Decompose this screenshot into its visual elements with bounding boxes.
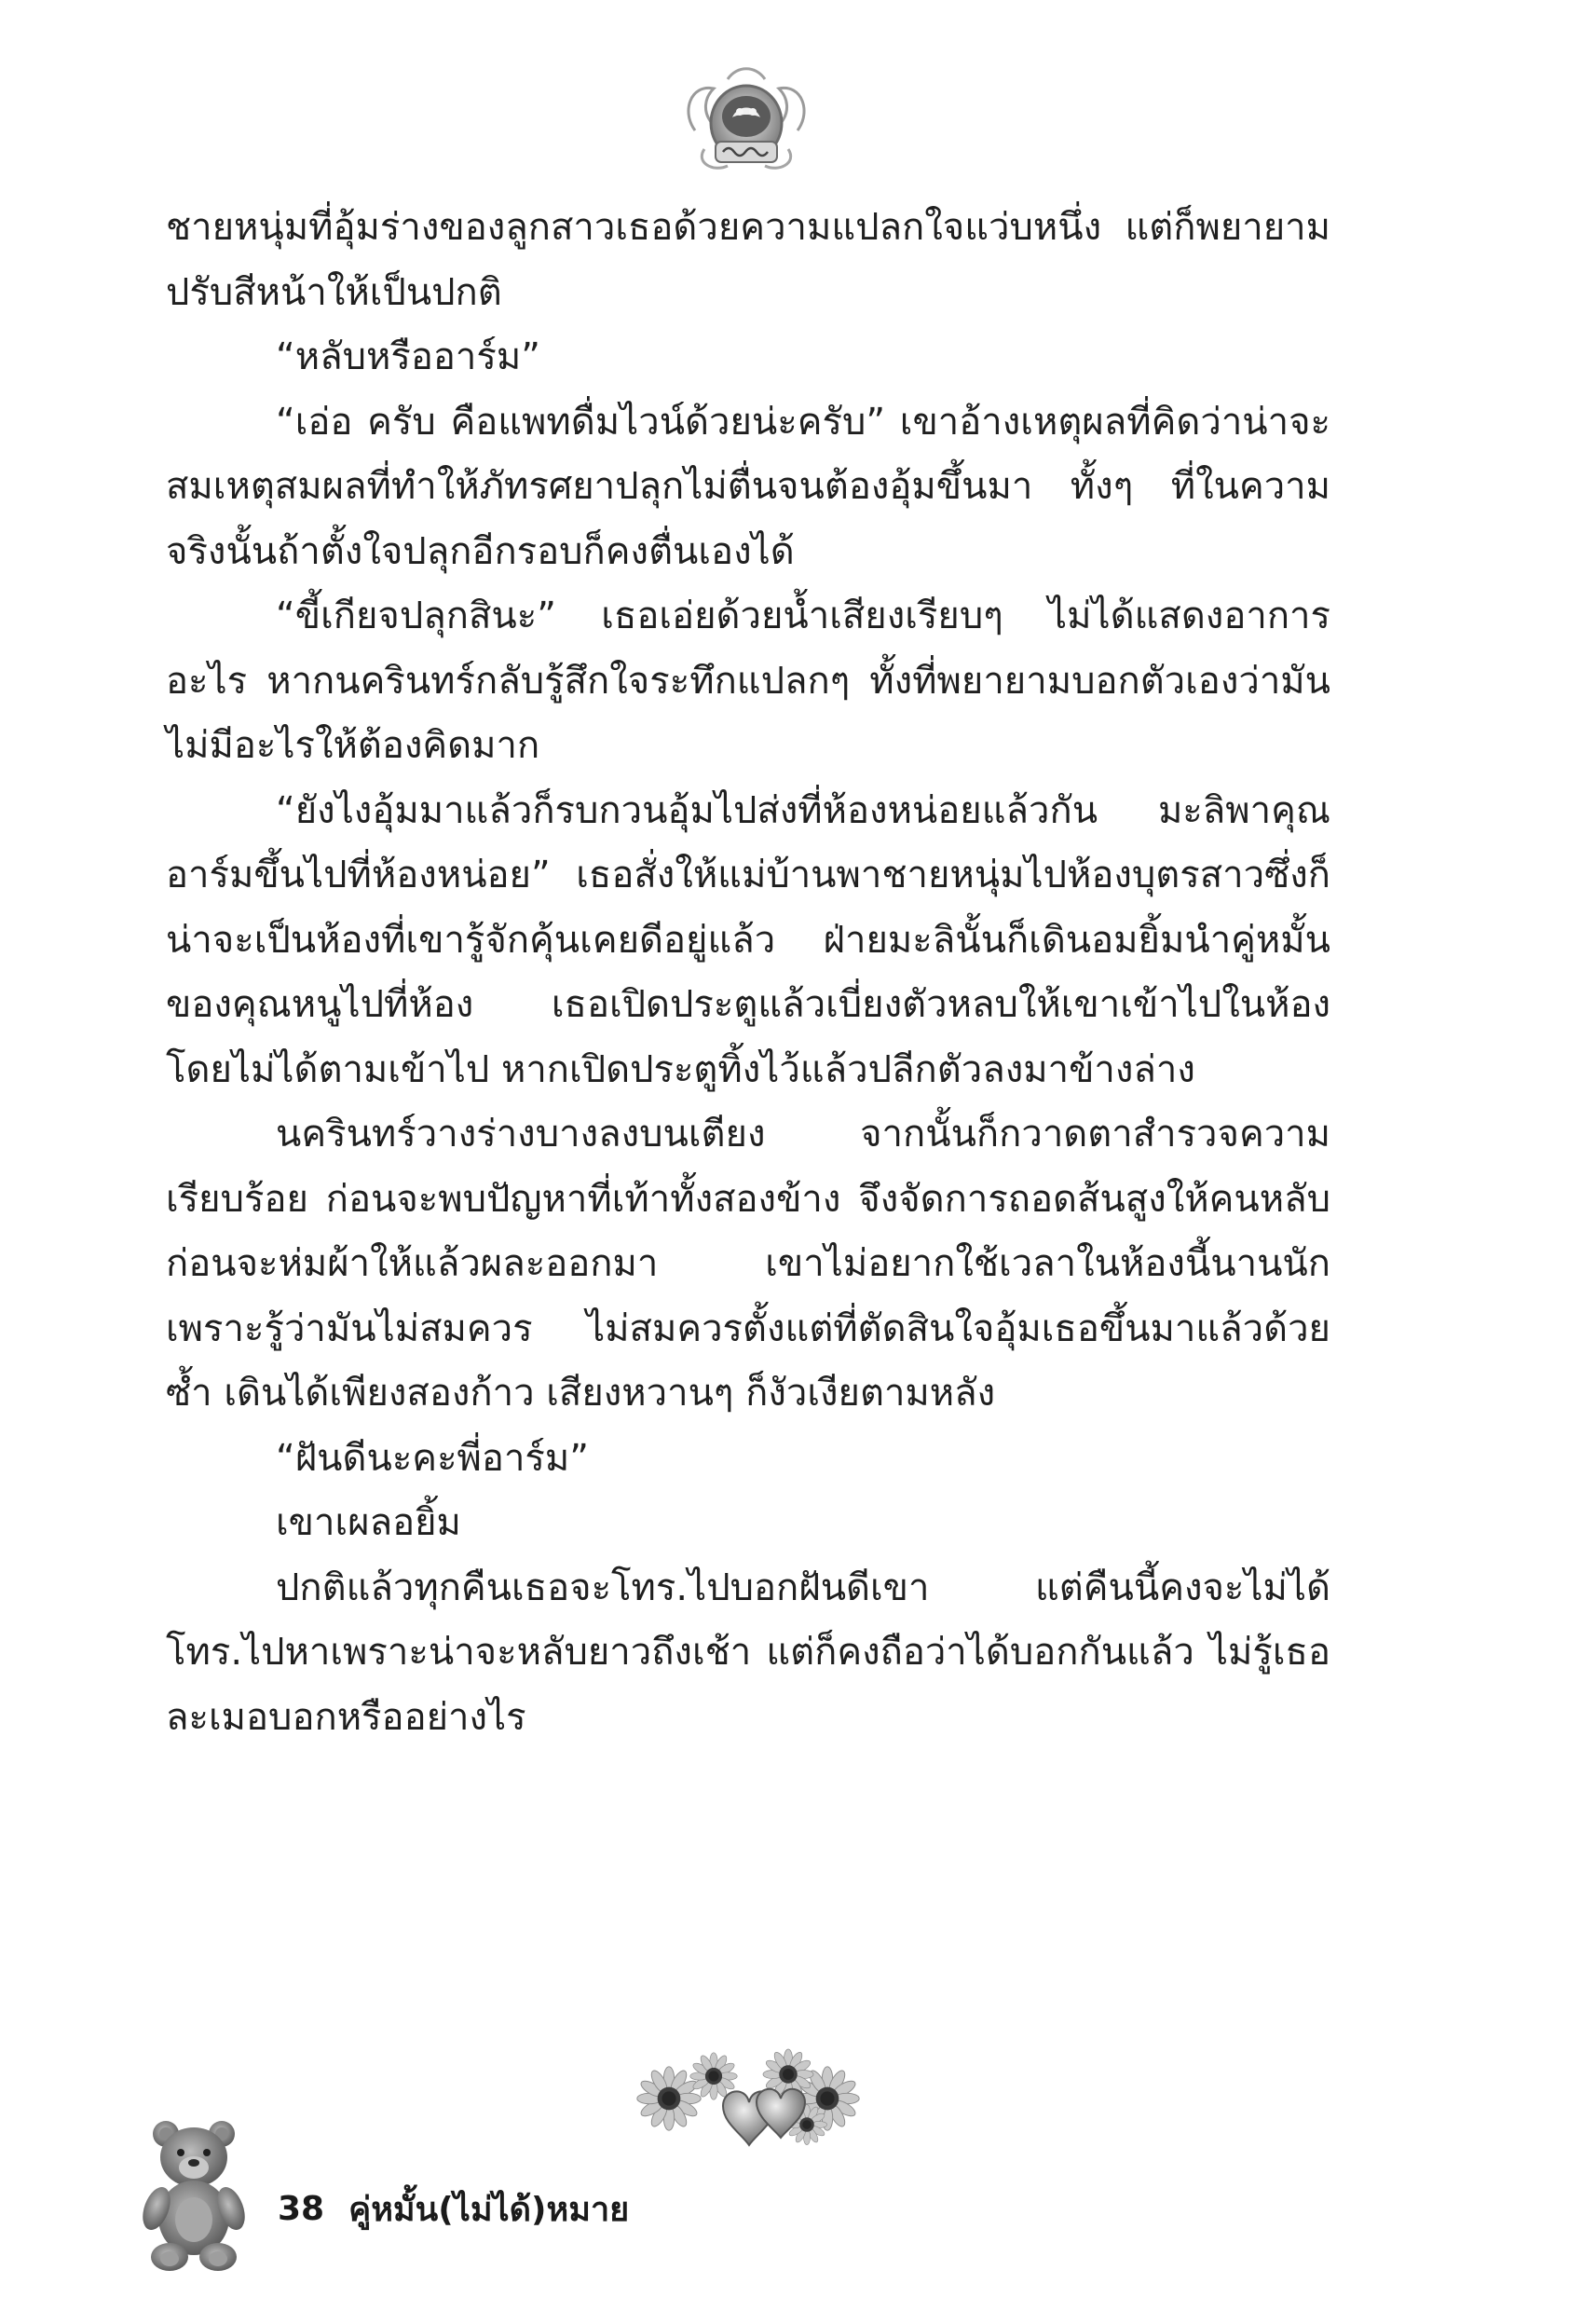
ornamental-logo-icon: [676, 56, 816, 186]
paragraph: “ขี้เกียจปลุกสินะ” เธอเอ่ยด้วยน้ำเสียงเรียบๆ ไม่ได้แสดงอาการอะไร หากนครินทร์กลับรู้สึกใจระทึกแปลกๆ ทั้งที่พยายามบอกตัวเองว่ามันไม่มีอะไรให้ต้องคิดมาก: [166, 595, 1330, 767]
sunflowers-hearts-icon: [630, 2041, 872, 2153]
paragraph: ชายหนุ่มที่อุ้มร่างของลูกสาวเธอด้วยความแปลกใจแว่บหนึ่ง แต่ก็พยายามปรับสีหน้าให้เป็นปกติ: [166, 206, 1330, 314]
paragraph: “เอ่อ ครับ คือแพทดื่มไวน์ด้วยน่ะครับ” เขาอ้างเหตุผลที่คิดว่าน่าจะสมเหตุสมผลที่ทำให้ภัทรศยาปลุกไม่ตื่นจนต้องอุ้มขึ้นมา ทั้งๆ ที่ในความจริงนั้นถ้าตั้งใจปลุกอีกรอบก็คงตื่นเองได้: [166, 400, 1330, 573]
body-text: [166, 196, 1330, 1750]
page-number: 38: [278, 2189, 325, 2228]
paragraph: นครินทร์วางร่างบางลงบนเตียง จากนั้นก็กวาดตาสำรวจความเรียบร้อย ก่อนจะพบปัญหาที่เท้าทั้งสองข้าง จึงจัดการถอดส้นสูงให้คนหลับ ก่อนจะห่มผ้าให้แล้วผละออกมา เขาไม่อยากใช้เวลาในห้องนี้นานนักเพราะรู้ว่ามันไม่สมควร ไม่สมควรตั้งแต่ที่ตัดสินใจอุ้มเธอขึ้นมาแล้วด้วยซ้ำ เดินได้เพียงสองก้าว เสียงหวานๆ ก็งัวเงียตามหลัง: [166, 1113, 1330, 1415]
paragraph: เขาเผลอยิ้ม: [276, 1501, 461, 1544]
book-title: คู่หมั้น(ไม่ได้)หมาย: [348, 2190, 630, 2229]
page-footer: [278, 2181, 629, 2236]
teddy-bear-icon: [138, 2115, 250, 2274]
paragraph: “ยังไงอุ้มมาแล้วก็รบกวนอุ้มไปส่งที่ห้องหน่อยแล้วกัน มะลิพาคุณอาร์มขึ้นไปที่ห้องหน่อย” เธอสั่งให้แม่บ้านพาชายหนุ่มไปห้องบุตรสาวซึ่งก็น่าจะเป็นห้องที่เขารู้จักคุ้นเคยดีอยู่แล้ว ฝ่ายมะลินั้นก็เดินอมยิ้มนำคู่หมั้นของคุณหนูไปที่ห้อง เธอเปิดประตูแล้วเบี่ยงตัวหลบให้เขาเข้าไปในห้องโดยไม่ได้ตามเข้าไป หากเปิดประตูทิ้งไว้แล้วปลีกตัวลงมาข้างล่าง: [166, 788, 1330, 1091]
paragraph: ปกติแล้วทุกคืนเธอจะโทร.ไปบอกฝันดีเขา แต่คืนนี้คงจะไม่ได้โทร.ไปหาเพราะน่าจะหลับยาวถึงเช้า แต่ก็คงถือว่าได้บอกกันแล้ว ไม่รู้เธอละเมอบอกหรืออย่างไร: [166, 1566, 1330, 1739]
paragraph: “หลับหรืออาร์ม”: [276, 335, 540, 378]
paragraph: “ฝันดีนะคะพี่อาร์ม”: [276, 1436, 589, 1480]
